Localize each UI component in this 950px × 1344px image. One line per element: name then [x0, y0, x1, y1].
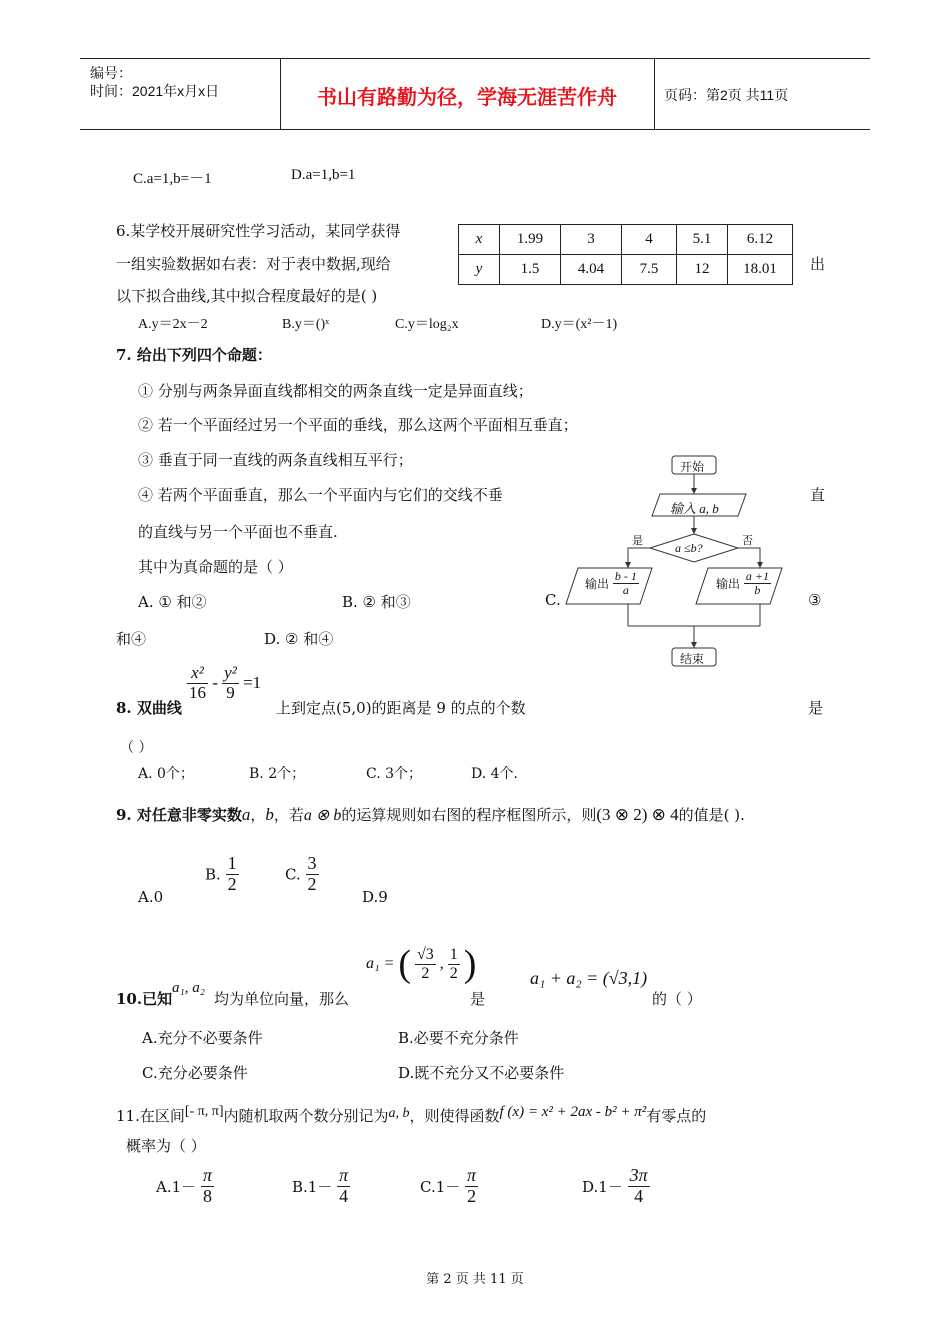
table-header-x: x [459, 225, 500, 255]
q7-proposition-4-tail: 直 [810, 486, 826, 504]
q7-option-c-tail: ③ [808, 591, 822, 609]
q8-option-b: B. 2个； [249, 766, 306, 782]
q6-option-d: D.y＝(x²－1) [541, 317, 618, 332]
q6-data-table [458, 224, 793, 285]
q7-option-a: A. ① 和② [138, 593, 207, 611]
q10-conclusion: a₁ + a₂ = (√3,1) [530, 968, 648, 988]
q6-line2-tail: 出 [810, 255, 826, 273]
table-cell: 1.99 [500, 225, 561, 255]
q7-proposition-4: ④ 若两个平面垂直，那么一个平面内与它们的交线不垂 [138, 486, 503, 504]
q6-line1: 6.某学校开展研究性学习活动，某同学获得 [116, 222, 401, 240]
q5-option-d: D.a=1,b=1 [291, 167, 356, 183]
q10-vars: a₁, a₂ [172, 980, 205, 996]
q11-option-c: C.1－ $\frac{\pi}{2}$ [420, 1165, 477, 1206]
q8-text-tail: 是 [808, 699, 824, 717]
flowchart-yes-label: 是 [632, 535, 643, 547]
q9-option-d: D.9 [362, 888, 388, 906]
flowchart-output-left-label: 输出 $\frac{b - 1}{a}$ [585, 569, 637, 598]
q7-option-c-cont: 和④ [116, 630, 147, 648]
header-motto-cell [280, 59, 655, 129]
q6-option-b: B.y＝()ˣ [282, 317, 330, 332]
header-meta [80, 59, 281, 129]
q10-option-d: D.既不充分又不必要条件 [398, 1064, 565, 1082]
q8-equation: $\frac{\text{x²}}{16}$ - $\frac{\text{y²}}{9}$ =1 [189, 663, 262, 702]
q10-prefix: 10.已知 [116, 990, 173, 1008]
q5-option-c: C.a=1,b=－1 [133, 171, 212, 187]
flowchart-output-right-label: 输出 $\frac{a +1}{b}$ [716, 569, 769, 598]
q10-text: 均为单位向量，那么 [214, 990, 350, 1008]
q9-option-c: C. $\frac{3}{2}$ [285, 853, 317, 894]
flowchart-end-label: 结束 [680, 652, 705, 666]
flowchart [560, 452, 810, 670]
q10-is: 是 [470, 990, 486, 1008]
q10-option-b: B.必要不充分条件 [398, 1029, 519, 1047]
page-footer: 第 2 页 共 11 页 [426, 1272, 524, 1287]
table-cell: 12 [677, 255, 728, 285]
q6-line2: 一组实验数据如右表：对于表中数据,现给 [116, 255, 391, 273]
page-info: 页码：第2页 共11页 [664, 87, 789, 103]
table-cell: 6.12 [728, 225, 793, 255]
q7-option-c: C. [545, 591, 561, 609]
q9-option-b: B. $\frac{1}{2}$ [205, 853, 237, 894]
q7-title: 7. 给出下列四个命题： [116, 346, 272, 364]
table-cell: 5.1 [677, 225, 728, 255]
q7-proposition-4-cont: 的直线与另一个平面也不垂直. [138, 523, 338, 541]
table-cell: 4 [622, 225, 677, 255]
q10-option-a: A.充分不必要条件 [142, 1029, 263, 1047]
flowchart-no-label: 否 [742, 535, 753, 547]
q7-proposition-2: ② 若一个平面经过另一个平面的垂线，那么这两个平面相互垂直； [138, 416, 578, 434]
number-label: 编号： [90, 65, 132, 81]
q7-proposition-1: ① 分别与两条异面直线都相交的两条直线一定是异面直线； [138, 382, 533, 400]
q11-line1: 11.在区间[- π, π]内随机取两个数分别记为a, b，则使得函数f (x) = x² + 2ax - b² + π²有零点的 [116, 1104, 707, 1125]
q9-line: 9. 对任意非零实数a，b，若a ⊗ b的运算规则如右图的程序框图所示，则(3 ⊗ 2) ⊗ 4的值是( ). [116, 805, 745, 824]
q10-condition: a₁ = ( $\frac{√3}{2}$ , $\frac{1}{2}$ ) [366, 943, 477, 985]
time-label: 时间：2021年x月x日 [90, 83, 220, 99]
q6-option-c: C.y＝log₂x [395, 317, 459, 332]
q11-option-b: B.1－ $\frac{\pi}{4}$ [292, 1165, 349, 1206]
q10-of: 的（ ） [652, 990, 702, 1008]
q10-option-c: C.充分必要条件 [142, 1064, 248, 1082]
flowchart-input-label: 输入 a, b [670, 501, 719, 516]
table-cell: 3 [561, 225, 622, 255]
table-cell: 4.04 [561, 255, 622, 285]
q7-proposition-3: ③ 垂直于同一直线的两条直线相互平行； [138, 451, 413, 469]
q11-option-a: A.1－ $\frac{\pi}{8}$ [156, 1165, 212, 1206]
q8-option-c: C. 3个； [366, 766, 423, 782]
q8-option-a: A. 0个； [138, 766, 194, 782]
q7-option-d: D. ② 和④ [264, 630, 334, 648]
q6-option-a: A.y＝2x－2 [138, 317, 208, 332]
flowchart-start-label: 开始 [680, 460, 705, 474]
q9-option-a: A.0 [138, 888, 164, 906]
page-header [80, 58, 870, 130]
q11-line2: 概率为（ ） [126, 1137, 206, 1155]
q11-option-d: D.1－ $\frac{3\pi}{4}$ [582, 1165, 648, 1206]
table-row [459, 255, 793, 285]
header-page-cell [654, 59, 870, 129]
q7-question: 其中为真命题的是（ ） [138, 558, 293, 576]
table-row [459, 225, 793, 255]
q8-paren: （ ） [120, 740, 153, 756]
table-cell: 1.5 [500, 255, 561, 285]
table-header-y: y [459, 255, 500, 285]
q8-prefix: 8. 双曲线 [116, 699, 182, 717]
q8-option-d: D. 4个. [471, 766, 518, 782]
table-cell: 7.5 [622, 255, 677, 285]
q6-line3: 以下拟合曲线,其中拟合程度最好的是( ) [116, 287, 378, 305]
q8-text: 上到定点(5,0)的距离是 9 的点的个数 [276, 699, 526, 717]
table-cell: 18.01 [728, 255, 793, 285]
flowchart-condition-label: a ≤b? [675, 541, 703, 555]
motto: 书山有路勤为径，学海无涯苦作舟 [317, 85, 617, 109]
q7-option-b: B. ② 和③ [342, 593, 411, 611]
